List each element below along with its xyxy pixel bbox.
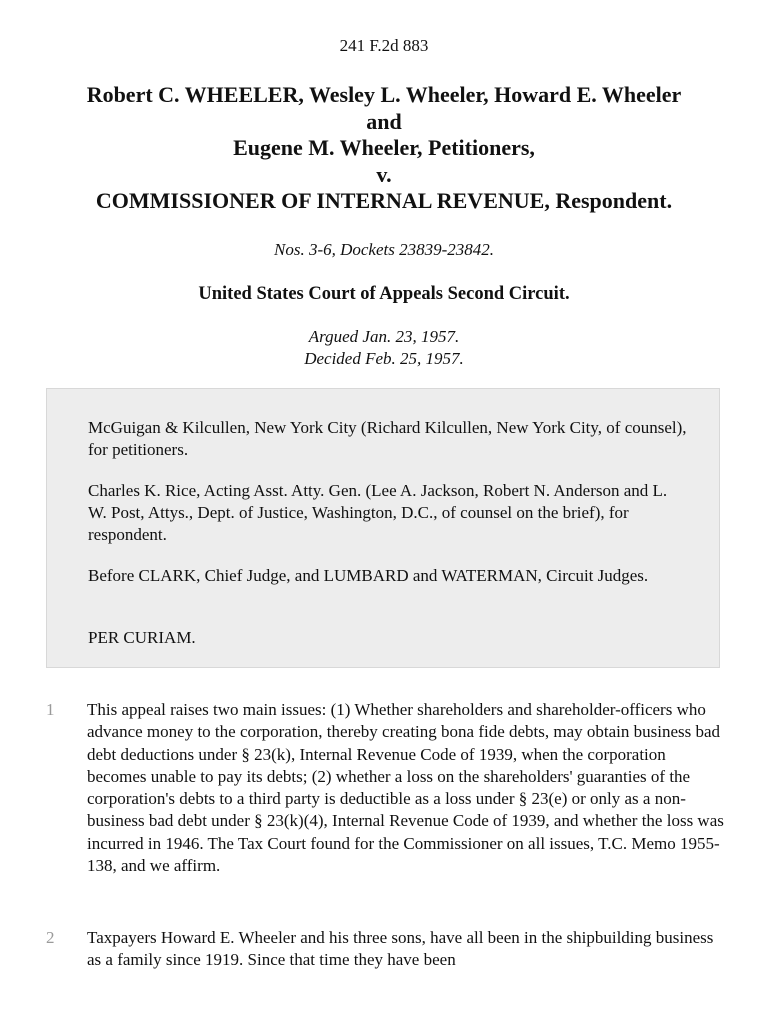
title-petitioners-line: Robert C. WHEELER, Wesley L. Wheeler, Howard E. Wheeler bbox=[86, 82, 682, 107]
counsel-petitioners: McGuigan & Kilcullen, New York City (Richard Kilcullen, New York City, of counsel), for petitioners. bbox=[88, 418, 687, 459]
judges-panel: Before CLARK, Chief Judge, and LUMBARD and WATERMAN, Circuit Judges. bbox=[88, 566, 649, 585]
title-and-line: and bbox=[366, 108, 402, 134]
title-respondent-line: COMMISSIONER OF INTERNAL REVENUE, Respondent. bbox=[95, 188, 673, 213]
docket-numbers: Nos. 3-6, Dockets 23839-23842. bbox=[273, 240, 495, 259]
court-name: United States Court of Appeals Second Circuit. bbox=[198, 284, 570, 304]
counsel-respondent: Charles K. Rice, Acting Asst. Atty. Gen. (Lee A. Jackson, Robert N. Anderson and L. W. Post, Attys., Dept. of Justice, Washington, D.C., of counsel on the brief), for respondent. bbox=[88, 481, 668, 544]
argued-date: Argued Jan. 23, 1957. bbox=[308, 327, 460, 346]
case-dates bbox=[0, 326, 768, 370]
decided-date: Decided Feb. 25, 1957. bbox=[304, 349, 464, 368]
paragraph-number-1: 1 bbox=[46, 700, 55, 719]
title-petitioners-line-2: Eugene M. Wheeler, Petitioners, bbox=[233, 135, 535, 160]
case-citation: 241 F.2d 883 bbox=[339, 36, 429, 55]
paragraph-1: This appeal raises two main issues: (1) Whether shareholders and shareholder-officers who advance money to the corporation, thereby creating bona fide debts, may obtain business bad debt deductions under § 23(k), Internal Revenue Code of 1939, when the corporation becomes unable to pay its debts; (2) whether a loss on the shareholders' guaranties of the corporation's debts to a third party is deductible as a loss under § 23(e) or only as a non-business bad debt under § 23(k)(4), Internal Revenue Code of 1939, and whether the loss was incurred in 1946. The Tax Court found for the Commissioner on all issues, T.C. Memo 1955-138, and we affirm. bbox=[87, 700, 724, 876]
case-title bbox=[0, 82, 768, 215]
title-versus-line: v. bbox=[376, 161, 392, 187]
paragraph-2: Taxpayers Howard E. Wheeler and his three sons, have all been in the shipbuilding business as a family since 1919. Since that time they have been bbox=[87, 928, 714, 970]
paragraph-number-2: 2 bbox=[46, 928, 55, 947]
counsel-header-box bbox=[46, 388, 720, 668]
per-curiam: PER CURIAM. bbox=[88, 628, 196, 647]
